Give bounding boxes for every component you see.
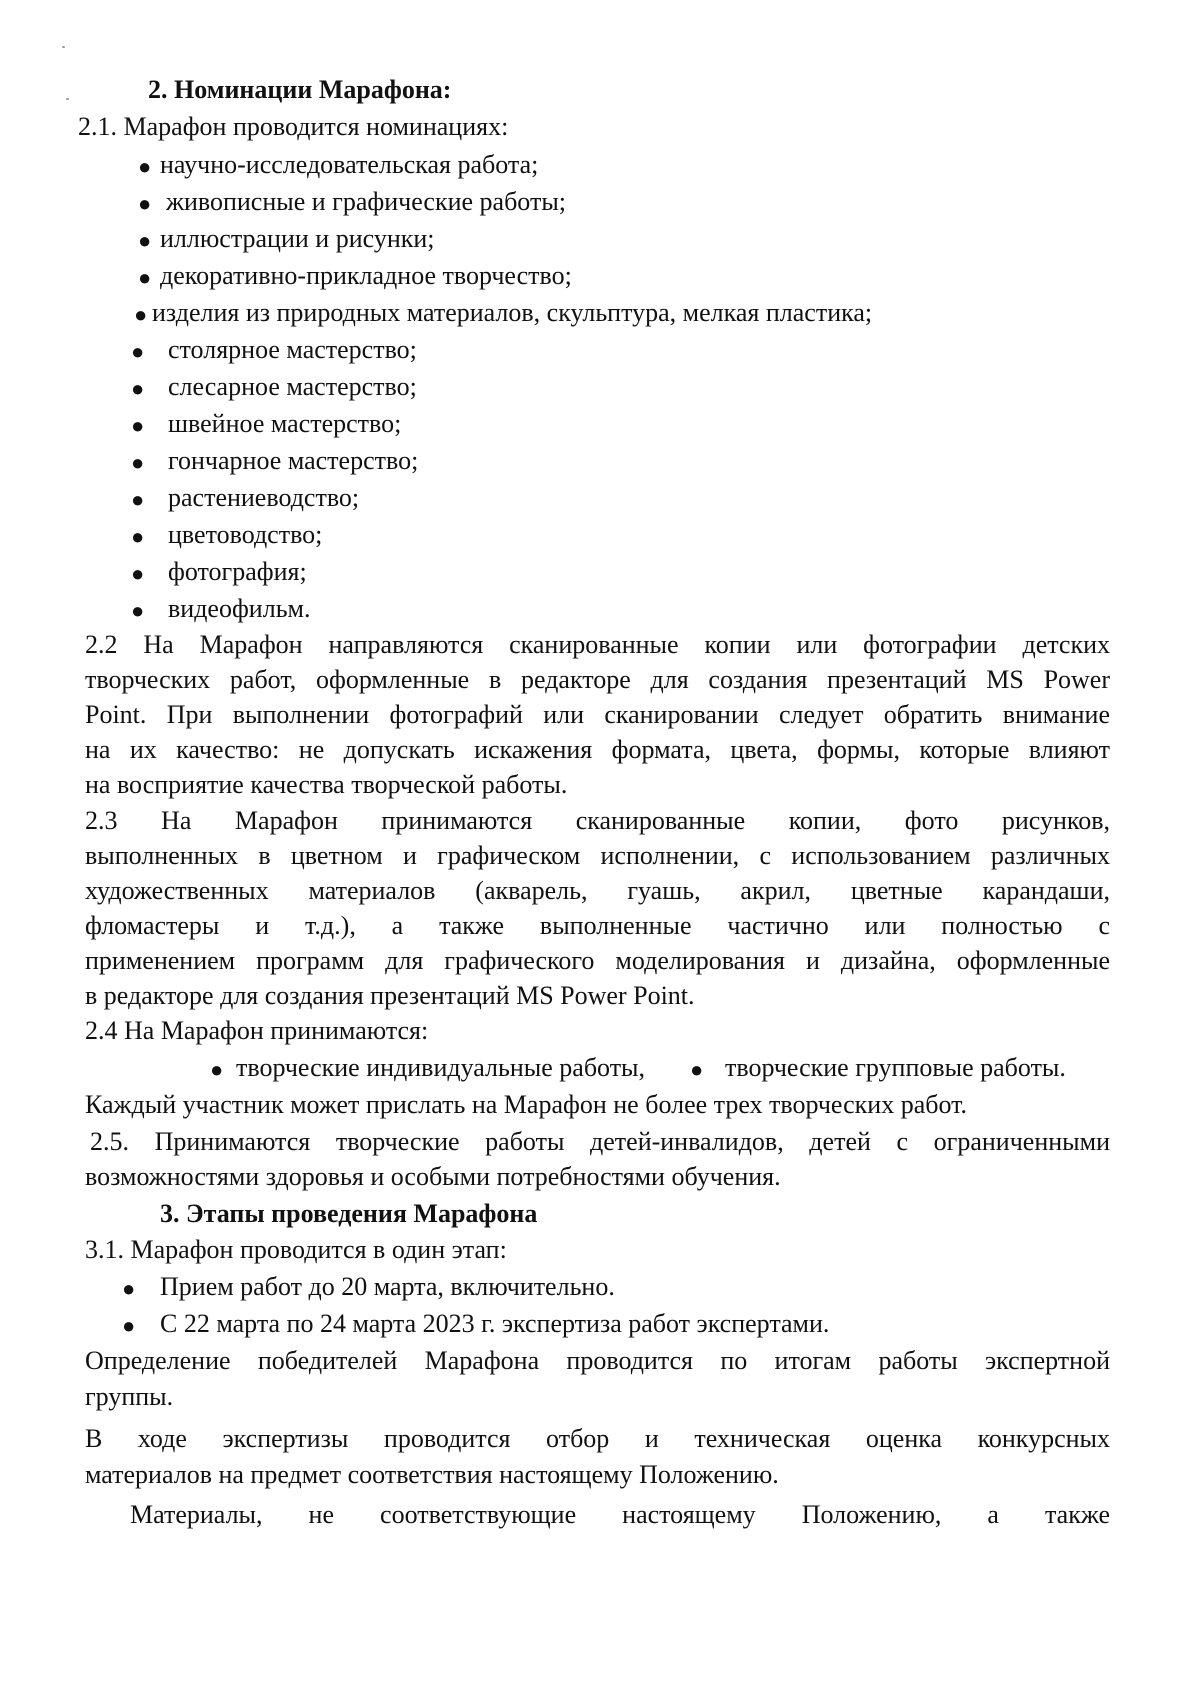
bullet-icon: ● xyxy=(131,450,145,475)
text-line: применением программ для графического моделирования и дизайна, оформленные xyxy=(85,946,1110,975)
list-item: творческие индивидуальные работы, xyxy=(236,1053,646,1082)
list-item: творческие групповые работы. xyxy=(725,1053,1066,1082)
list-item: живописные и графические работы; xyxy=(166,187,567,216)
section-2-heading: 2. Номинации Марафона: xyxy=(148,75,452,104)
text-line: 2.3 На Марафон принимаются сканированные копии, фото рисунков, xyxy=(85,806,1110,835)
list-item: иллюстрации и рисунки; xyxy=(160,224,435,253)
paragraph-2-4: 2.4 На Марафон принимаются: xyxy=(85,1016,429,1045)
list-item: столярное мастерство; xyxy=(168,335,417,364)
list-item: слесарное мастерство; xyxy=(168,372,417,401)
text-line: группы. xyxy=(85,1382,174,1411)
text-line: на восприятие качества творческой работы. xyxy=(85,770,568,799)
text-line: 2.5. Принимаются творческие работы детей-инвалидов, детей с ограниченными xyxy=(90,1127,1110,1156)
text-line: 2.2 На Марафон направляются сканированные копии или фотографии детских xyxy=(85,630,1110,659)
bullet-icon: ● xyxy=(138,191,152,216)
bullet-icon: ● xyxy=(131,524,145,549)
list-item: гончарное мастерство; xyxy=(168,446,419,475)
list-item: С 22 марта по 24 марта 2023 г. экспертиза работ экспертами. xyxy=(160,1309,830,1338)
list-item: научно-исследовательская работа; xyxy=(160,150,539,179)
text-line: фломастеры и т.д.), а также выполненные частично или полностью с xyxy=(85,911,1110,940)
text-line: В ходе экспертизы проводится отбор и техническая оценка конкурсных xyxy=(85,1424,1110,1453)
bullet-icon: ● xyxy=(690,1057,704,1082)
section-3-heading: 3. Этапы проведения Марафона xyxy=(160,1199,538,1228)
text-line: на их качество: не допускать искажения формата, цвета, формы, которые влияют xyxy=(85,735,1110,764)
materials-paragraph: Материалы, не соответствующие настоящему Положению, а также xyxy=(130,1500,1110,1529)
bullet-icon: ● xyxy=(131,561,145,586)
list-item: швейное мастерство; xyxy=(168,409,402,438)
text-line: возможностями здоровья и особыми потребностями обучения. xyxy=(85,1162,781,1191)
bullet-icon: ● xyxy=(131,339,145,364)
bullet-icon: ● xyxy=(122,1276,136,1301)
scan-speck xyxy=(62,46,65,48)
list-item: цветоводство; xyxy=(168,520,323,549)
list-item: изделия из природных материалов, скульптура, мелкая пластика; xyxy=(152,298,873,327)
text-line: материалов на предмет соответствия настоящему Положению. xyxy=(85,1460,779,1489)
scan-speck xyxy=(66,98,69,100)
bullet-icon: ● xyxy=(210,1057,224,1082)
list-item: фотография; xyxy=(168,557,307,586)
list-item: растениеводство; xyxy=(168,483,360,512)
text-line: Определение победителей Марафона проводится по итогам работы экспертной xyxy=(85,1346,1110,1375)
bullet-icon: ● xyxy=(122,1313,136,1338)
text-line: выполненных в цветном и графическом исполнении, с использованием различных xyxy=(85,841,1110,870)
list-item: Прием работ до 20 марта, включительно. xyxy=(160,1272,615,1301)
text-line: Point. При выполнении фотографий или сканировании следует обратить внимание xyxy=(85,700,1110,729)
bullet-icon: ● xyxy=(138,154,152,179)
works-limit-note: Каждый участник может прислать на Марафон не более трех творческих работ. xyxy=(85,1090,968,1119)
bullet-icon: ● xyxy=(134,302,148,327)
paragraph-2-1: 2.1. Марафон проводится номинациях: xyxy=(78,112,509,141)
list-item: видеофильм. xyxy=(168,594,311,623)
bullet-icon: ● xyxy=(131,413,145,438)
text-line: художественных материалов (акварель, гуашь, акрил, цветные карандаши, xyxy=(85,876,1110,905)
bullet-icon: ● xyxy=(138,228,152,253)
bullet-icon: ● xyxy=(131,376,145,401)
bullet-icon: ● xyxy=(131,598,145,623)
text-line: в редакторе для создания презентаций MS Power Point. xyxy=(85,981,695,1010)
bullet-icon: ● xyxy=(138,265,152,290)
text-line: творческих работ, оформленные в редакторе для создания презентаций MS Power xyxy=(85,665,1110,694)
bullet-icon: ● xyxy=(131,487,145,512)
paragraph-3-1: 3.1. Марафон проводится в один этап: xyxy=(85,1235,507,1264)
list-item: декоративно-прикладное творчество; xyxy=(160,261,572,290)
